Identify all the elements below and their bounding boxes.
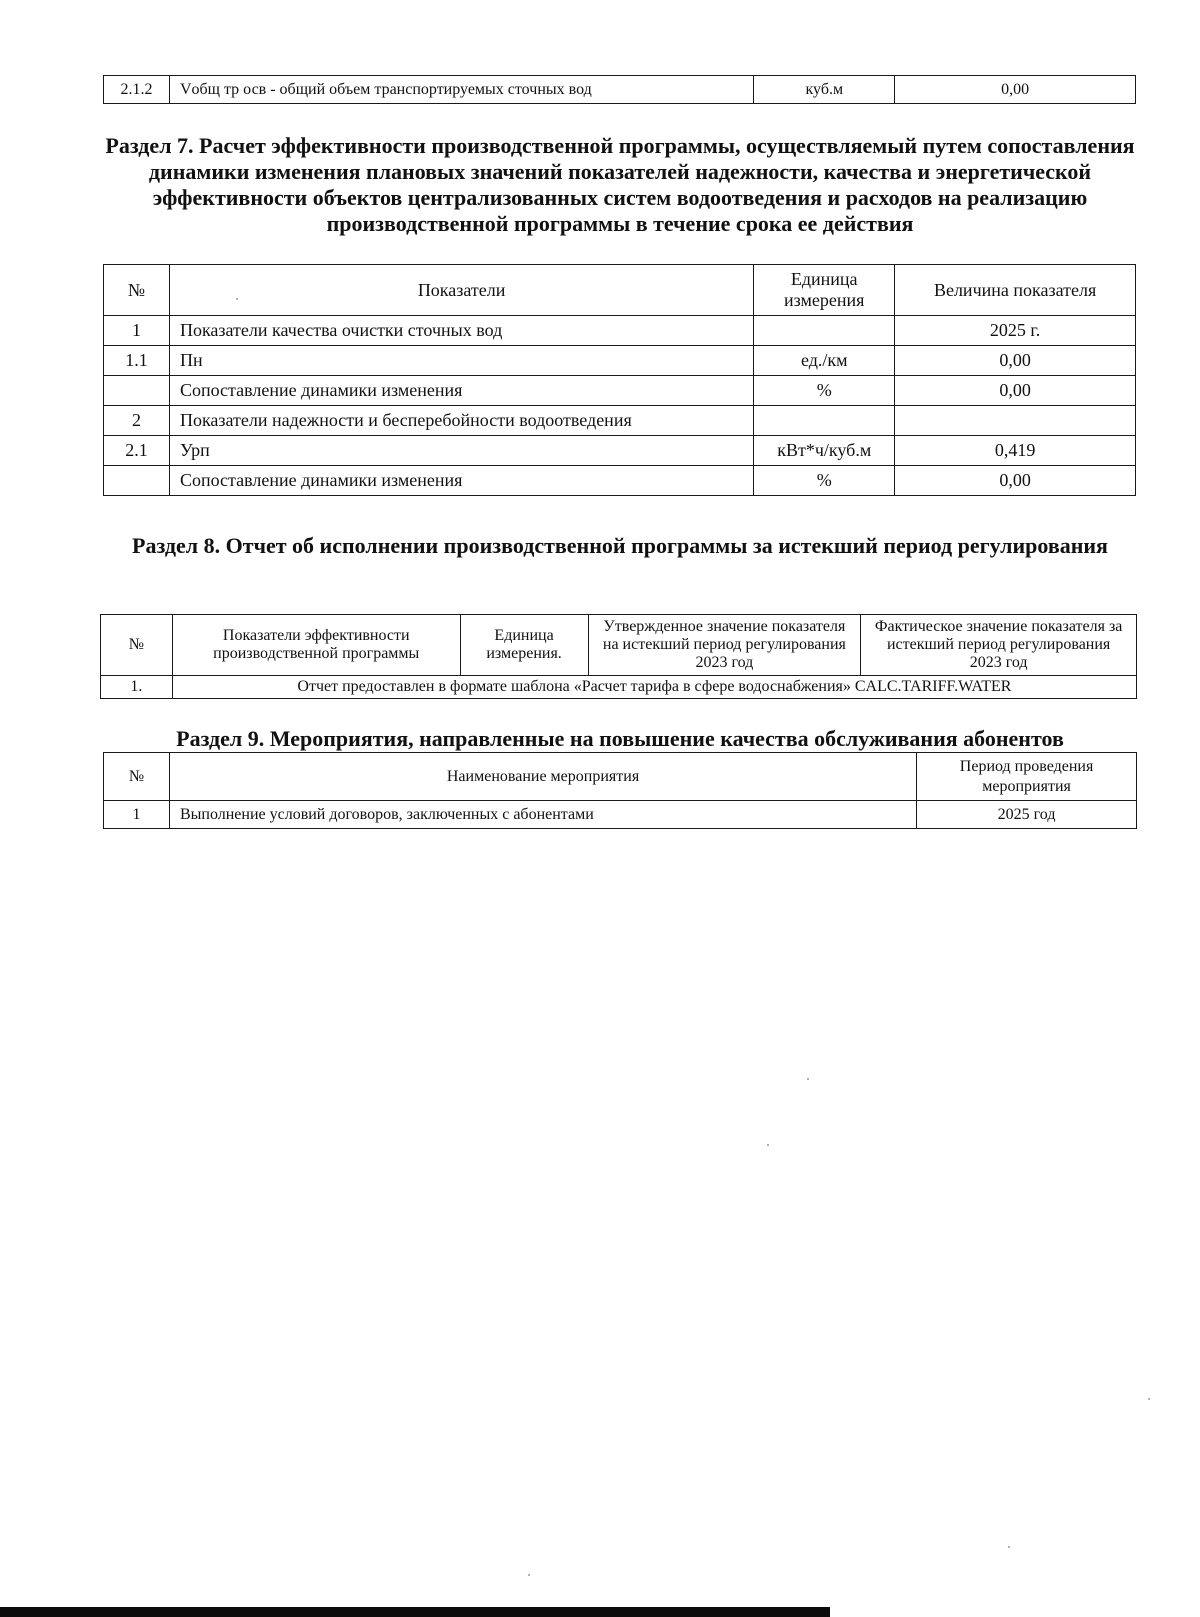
- header-unit: Единица измерения.: [460, 615, 588, 676]
- scan-edge-bar: [0, 1607, 830, 1617]
- scan-speck: [767, 1144, 769, 1146]
- indicator-name: Пн: [169, 346, 753, 376]
- row-number: 1.1: [104, 346, 170, 376]
- header-actual: Фактическое значение показателя за истекший период регулирования 2023 год: [861, 615, 1137, 676]
- section-9-title: Раздел 9. Мероприятия, направленные на повышение качества обслуживания абонентов: [176, 726, 1064, 751]
- row-number: 2.1: [104, 436, 170, 466]
- section-7-title: Раздел 7. Расчет эффективности производственной программы, осуществляемый путем сопоставления динамики изменения плановых значений показателей надежности, качества и энергетической эффективности объектов централизованных систем водоотведения и расходов на реализацию производственной программы в течение срока ее действия: [105, 133, 1135, 236]
- indicator-name: Урп: [169, 436, 753, 466]
- scan-speck: [528, 1574, 530, 1576]
- header-num: №: [101, 615, 173, 676]
- header-period: Период проведения мероприятия: [917, 753, 1137, 801]
- table-row: [104, 346, 1136, 376]
- table-row: [104, 76, 1136, 104]
- unit-cell: ед./км: [754, 346, 895, 376]
- table-row: [104, 801, 1137, 829]
- header-name: Показатели эффективности производственной программы: [172, 615, 460, 676]
- unit-cell: [754, 406, 895, 436]
- unit-cell: %: [754, 466, 895, 496]
- report-note: Отчет предоставлен в формате шаблона «Расчет тарифа в сфере водоснабжения» CALC.TARIFF.WATER: [172, 676, 1136, 699]
- table-row: [104, 376, 1136, 406]
- scan-speck: [1008, 1546, 1010, 1548]
- unit-cell: [754, 316, 895, 346]
- value-cell: 0,419: [895, 436, 1136, 466]
- unit-cell: куб.м: [754, 76, 895, 104]
- header-num: №: [104, 265, 170, 316]
- row-number: 1: [104, 801, 170, 829]
- row-number: [104, 376, 170, 406]
- indicator-name: Vобщ тр осв - общий объем транспортируемых сточных вод: [169, 76, 753, 104]
- scan-speck: [807, 1078, 809, 1080]
- table-row: [104, 316, 1136, 346]
- row-number: 1: [104, 316, 170, 346]
- indicator-name: Показатели надежности и бесперебойности водоотведения: [169, 406, 753, 436]
- section-8-title: Раздел 8. Отчет об исполнении производственной программы за истекший период регулирования: [132, 533, 1108, 558]
- table-row: [104, 436, 1136, 466]
- header-value: Величина показателя: [895, 265, 1136, 316]
- table-row: [104, 466, 1136, 496]
- row-number: 2: [104, 406, 170, 436]
- indicator-name: Сопоставление динамики изменения: [169, 376, 753, 406]
- scan-speck: [1148, 1398, 1150, 1400]
- header-unit: Единица измерения: [754, 265, 895, 316]
- value-cell: 0,00: [895, 76, 1136, 104]
- activity-name: Выполнение условий договоров, заключенных с абонентами: [169, 801, 916, 829]
- row-number: 2.1.2: [104, 76, 170, 104]
- scan-speck: [236, 298, 238, 300]
- section-7-table: [103, 264, 1136, 496]
- value-cell: 2025 г.: [895, 316, 1136, 346]
- table-row: [101, 676, 1137, 699]
- section-8-table: [100, 614, 1137, 699]
- unit-cell: кВт*ч/куб.м: [754, 436, 895, 466]
- value-cell: [895, 406, 1136, 436]
- header-num: №: [104, 753, 170, 801]
- header-name: Наименование мероприятия: [169, 753, 916, 801]
- period-cell: 2025 год: [917, 801, 1137, 829]
- row-number: [104, 466, 170, 496]
- header-approved: Утвержденное значение показателя на истекший период регулирования 2023 год: [588, 615, 861, 676]
- value-cell: 0,00: [895, 346, 1136, 376]
- value-cell: 0,00: [895, 376, 1136, 406]
- row-number: 1.: [101, 676, 173, 699]
- top-table: [103, 75, 1136, 104]
- indicator-name: Показатели качества очистки сточных вод: [169, 316, 753, 346]
- section-9-table: [103, 752, 1137, 829]
- table-header-row: [104, 265, 1136, 316]
- table-header-row: [104, 753, 1137, 801]
- indicator-name: Сопоставление динамики изменения: [169, 466, 753, 496]
- value-cell: 0,00: [895, 466, 1136, 496]
- unit-cell: %: [754, 376, 895, 406]
- table-row: [104, 406, 1136, 436]
- table-header-row: [101, 615, 1137, 676]
- header-name: Показатели: [169, 265, 753, 316]
